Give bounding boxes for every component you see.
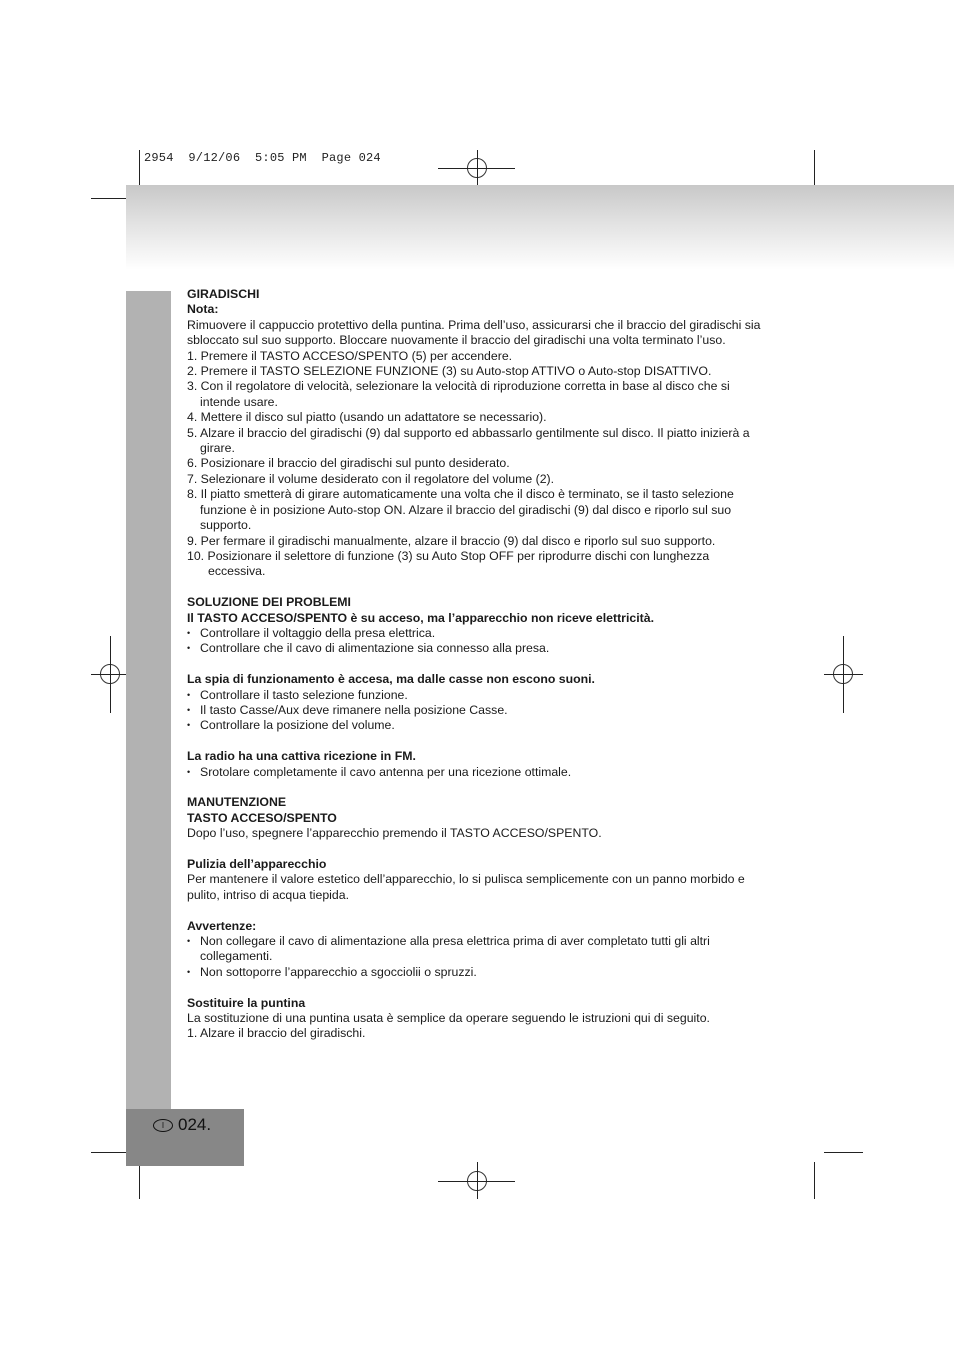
cleaning-title: Pulizia dell’apparecchio <box>187 856 327 871</box>
power-title: TASTO ACCESO/SPENTO <box>187 810 337 825</box>
warnings-title: Avvertenze: <box>187 918 257 933</box>
section-title-giradischi: GIRADISCHI <box>187 287 260 301</box>
problem-heading: La spia di funzionamento è accesa, ma dalle casse non escono suoni. <box>187 672 595 687</box>
registration-mark-bottom-vline <box>477 1162 478 1199</box>
stylus-text: La sostituzione di una puntina usata è semplice da operare seguendo le istruzioni qui di seguito. <box>187 1010 710 1025</box>
section-title-troubleshooting: SOLUZIONE DEI PROBLEMI <box>187 595 351 610</box>
page-number: 024. <box>178 1115 212 1134</box>
header-gradient-band <box>126 185 954 270</box>
bullet-item: • Il tasto Casse/Aux deve rimanere nella posizione Casse. <box>187 703 767 718</box>
giradischi-step: 2. Premere il TASTO SELEZIONE FUNZIONE (3) su Auto-stop ATTIVO o Auto-stop DISATTIVO. <box>187 364 712 379</box>
bullet-item: • Controllare la posizione del volume. <box>187 718 767 733</box>
crop-mark-bottom-left-horizontal <box>91 1152 129 1153</box>
bullet-item: • Controllare che il cavo di alimentazione sia connesso alla presa. <box>187 641 767 656</box>
giradischi-step: 5. Alzare il braccio del giradischi (9) dal supporto ed abbassarlo gentilmente sul disco. Il piatto inizierà a girare. <box>187 425 750 456</box>
print-slug-line: 2954 9/12/06 5:05 PM Page 024 <box>144 151 381 165</box>
bullet-item: • Controllare il tasto selezione funzione. <box>187 688 767 703</box>
language-badge: I <box>153 1119 173 1132</box>
giradischi-step: 6. Posizionare il braccio del giradischi sul punto desiderato. <box>187 456 510 471</box>
cleaning-text: Per mantenere il valore estetico dell’apparecchio, lo si pulisca semplicemente con un panno morbido e pulito, intriso di acqua tiepida. <box>187 872 745 902</box>
note-text: Rimuovere il cappuccio protettivo della puntina. Prima dell’uso, assicurarsi che il braccio del giradischi sia sbloccato sul suo supporto. Bloccare nuovamente il braccio del giradischi una volta terminato l’uso. <box>187 317 761 348</box>
giradischi-step: 3. Con il regolatore di velocità, selezionare la velocità di riproduzione corretta in base al disco che si intende usare. <box>187 379 730 409</box>
crop-mark-top-left-horizontal <box>91 198 129 199</box>
giradischi-step: 1. Premere il TASTO ACCESO/SPENTO (5) per accendere. <box>187 348 513 363</box>
giradischi-step: 8. Il piatto smetterà di girare automaticamente una volta che il disco è terminato, se il tasto selezione funzione è in posizione Auto-stop ON. Alzare il braccio del giradischi (9) dal disco e riporlo sul suo supporto. <box>187 487 734 533</box>
giradischi-step: 4. Mettere il disco sul piatto (usando un adattatore se necessario). <box>187 410 547 425</box>
giradischi-step: 10. Posizionare il selettore di funzione (3) su Auto Stop OFF per riprodurre dischi con lunghezza eccessiva. <box>187 548 710 579</box>
crop-mark-bottom-left-vertical <box>139 1162 140 1199</box>
problem-heading: La radio ha una cattiva ricezione in FM. <box>187 749 416 764</box>
giradischi-step: 9. Per fermare il giradischi manualmente, alzare il braccio (9) dal disco e riporlo sul suo supporto. <box>187 533 716 548</box>
registration-mark-right-vline <box>843 636 844 713</box>
stylus-title: Sostituire la puntina <box>187 995 306 1010</box>
registration-mark-left-vline <box>110 636 111 713</box>
crop-mark-bottom-right-horizontal <box>824 1152 863 1153</box>
note-label: Nota: <box>187 302 219 317</box>
section-title-maintenance: MANUTENZIONE <box>187 795 287 810</box>
giradischi-step: 7. Selezionare il volume desiderato con il regolatore del volume (2). <box>187 471 555 486</box>
bullet-item: • Srotolare completamente il cavo antenna per una ricezione ottimale. <box>187 765 767 780</box>
crop-mark-bottom-right-vertical <box>814 1162 815 1199</box>
stylus-step: 1. Alzare il braccio del giradischi. <box>187 1026 366 1041</box>
crop-mark-top-right-vertical <box>814 150 815 187</box>
warning-item: • Non collegare il cavo di alimentazione alla presa elettrica prima di aver completato tutti gli altri collegamenti. <box>187 934 767 965</box>
problem-heading: Il TASTO ACCESO/SPENTO è su acceso, ma l’apparecchio non riceve elettricità. <box>187 610 654 625</box>
power-text: Dopo l’uso, spegnere l’apparecchio premendo il TASTO ACCESO/SPENTO. <box>187 826 602 841</box>
left-gray-sidebar <box>126 291 171 1109</box>
warning-item: • Non sottoporre l’apparecchio a sgocciolii o spruzzi. <box>187 965 767 980</box>
bullet-item: • Controllare il voltaggio della presa elettrica. <box>187 626 767 641</box>
main-content <box>187 287 767 1042</box>
crop-mark-top-left-vertical <box>139 150 140 187</box>
registration-mark-top-vline <box>477 150 478 187</box>
